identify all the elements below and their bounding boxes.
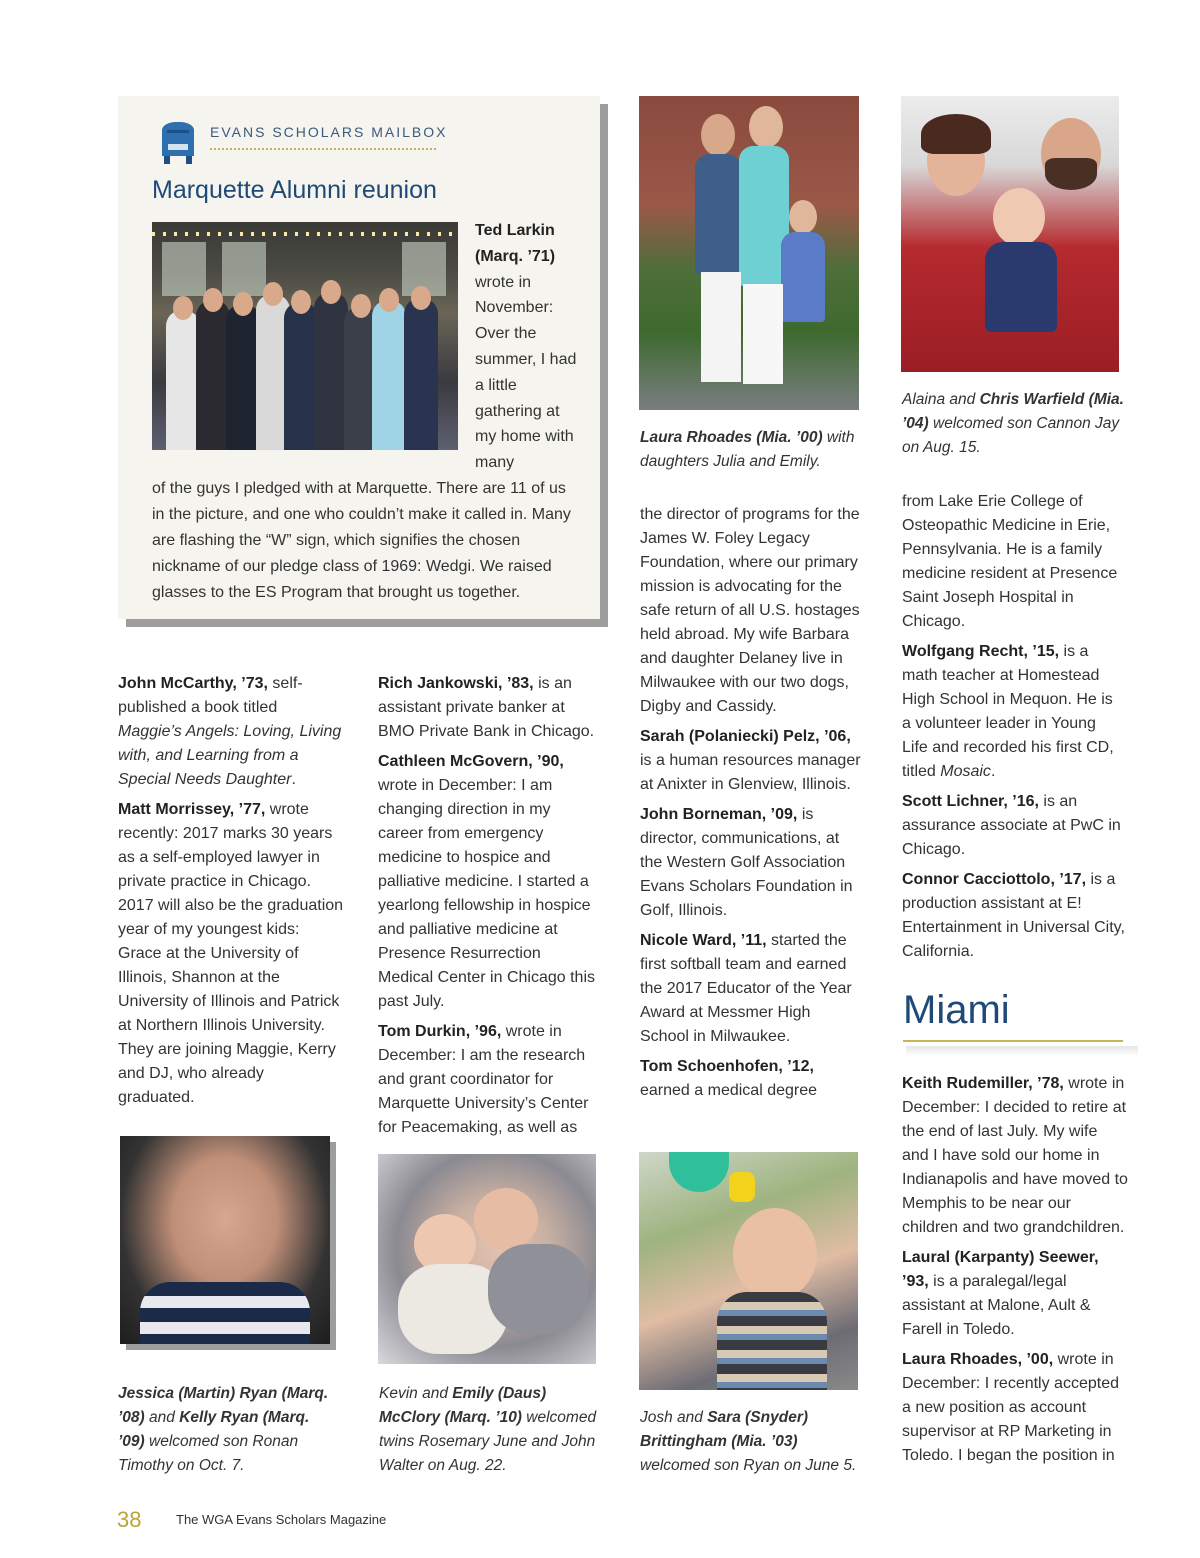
entry-text: is a production assistant at E! Entertainment in Universal City, California. [902,871,1125,960]
cd-title: Mosaic [940,763,991,780]
entry-mcgovern [378,750,598,1014]
book-title: Maggie’s Angels: Loving, Living with, and Learning from a Special Needs Daughter [118,723,342,788]
caption-brittingham-name: Sara (Snyder) Brittingham (Mia. ’03) [640,1409,809,1450]
entry-rudemiller [902,1072,1128,1240]
entry-text: from Lake Erie College of Osteopathic Medicine in Erie, Pennsylvania. He is a family medicine resident at Presence Saint Joseph Hospital in Chicago. [902,493,1118,630]
reunion-photo [152,222,458,450]
entry-name: Laural (Karpanty) Seewer, ’93, [902,1249,1099,1290]
entry-text: wrote in December: I am changing direction in my career from emergency medicine to hospice and palliative medicine. I started a yearlong fellowship in hospice and palliative medicine at Presence Resurrection Medical Center in Chicago this past July. [378,777,595,1010]
caption-rhoades [640,426,860,474]
caption-warfield-name: Chris Warfield (Mia. ’04) [902,391,1124,432]
caption-mcclory [379,1382,601,1478]
entry-text: self-published a book titled [118,675,303,716]
miami-entries [902,1072,1128,1474]
mailbox-icon [158,118,198,166]
caption-ryan [118,1382,340,1478]
entry-text: wrote in December: I decided to retire at the end of last July. My wife and I have sold our home in Indianapolis and have moved to Memphis to be near our children and two grandchildren. [902,1075,1128,1236]
mailbox-divider [210,148,436,150]
entry-text-end: . [990,763,996,780]
entry-morrissey [118,798,344,1110]
brittingham-baby-photo [639,1152,858,1390]
ryan-baby-photo [120,1136,330,1344]
entry-text: is a math teacher at Homestead High School in Mequon. He is a volunteer leader in Young Life and recorded his first CD, titled [902,643,1114,780]
column-2 [378,672,598,1146]
entry-name: Cathleen McGovern, ’90, [378,753,564,770]
caption-ryan-name1: Jessica (Martin) Ryan (Marq. ’08) [118,1385,329,1426]
entry-text: wrote in December: I recently accepted a new position as account supervisor at RP Marketing in Toledo. I began the position in [902,1351,1119,1464]
column-3 [640,503,862,1109]
section-heading-miami: Miami [903,988,1010,1032]
entry-borneman [640,803,862,923]
section-rule-shadow [906,1046,1138,1056]
entry-name: Keith Rudemiller, ’78, [902,1075,1064,1092]
caption-ryan-mid: and [144,1409,180,1426]
entry-name: Tom Durkin, ’96, [378,1023,502,1040]
entry-text: is a human resources manager at Anixter in Glenview, Illinois. [640,752,861,793]
caption-rhoades-text: with daughters Julia and Emily. [640,429,855,470]
entry-name: John McCarthy, ’73, [118,675,268,692]
page-number: 38 [117,1507,142,1532]
entry-name: Nicole Ward, ’11, [640,932,767,949]
entry-name: Connor Cacciottolo, ’17, [902,871,1087,888]
column-1 [118,672,344,1116]
entry-text: earned a medical degree [640,1082,818,1099]
entry-name: Rich Jankowski, ’83, [378,675,534,692]
caption-brittingham-text: welcomed son Ryan on June 5. [640,1457,857,1474]
entry-name: Tom Schoenhofen, ’12, [640,1058,814,1075]
entry-jankowski [378,672,598,744]
entry-name: Sarah (Polaniecki) Pelz, ’06, [640,728,851,745]
caption-ryan-name2: Kelly Ryan (Marq. ’09) [118,1409,310,1450]
entry-text: is a paralegal/legal assistant at Malone, Ault & Farell in Toledo. [902,1273,1091,1338]
mailbox-label: EVANS SCHOLARS MAILBOX [210,124,448,140]
entry-ward [640,929,862,1049]
footer-title: The WGA Evans Scholars Magazine [176,1512,387,1527]
entry-mccarthy [118,672,344,792]
caption-warfield [902,388,1126,460]
caption-warfield-pre: Alaina and [902,391,980,408]
entry-name: Scott Lichner, ’16, [902,793,1039,810]
caption-brittingham-pre: Josh and [640,1409,708,1426]
column-4 [902,490,1126,970]
entry-text: the director of programs for the James W. Foley Legacy Foundation, where our primary mission is advocating for the safe return of all U.S. hostages held abroad. My wife Barbara and daughter Delaney live in Milwaukee with our two dogs, Digby and Cassidy. [640,506,860,715]
caption-mcclory-text: welcomed twins Rosemary June and John Walter on Aug. 22. [379,1409,597,1474]
entry-text: is an assurance associate at PwC in Chicago. [902,793,1121,858]
caption-rhoades-name: Laura Rhoades (Mia. ’00) [640,429,823,446]
section-rule [903,1040,1123,1042]
mailbox-intro [475,218,585,476]
entry-name: Laura Rhoades, ’00, [902,1351,1054,1368]
entry-name: Matt Morrissey, ’77, [118,801,266,818]
mailbox-title: Marquette Alumni reunion [152,176,437,204]
mailbox-intro-text: wrote in November: Over the summer, I had a little gathering at my home with many [475,273,577,472]
caption-ryan-text: welcomed son Ronan Timothy on Oct. 7. [118,1433,299,1474]
entry-rhoades [902,1348,1128,1468]
entry-text: wrote recently: 2017 marks 30 years as a self-employed lawyer in private practice in Chicago. 2017 will also be the graduation year of my youngest kids: Grace at the University of Illinois, Shannon at the University of Illinois and Patrick at Northern Illinois University. They are joining Maggie, Kerry and DJ, who already graduated. [118,801,344,1106]
caption-warfield-text: welcomed son Cannon Jay on Aug. 15. [902,415,1120,456]
caption-mcclory-pre: Kevin and [379,1385,453,1402]
entry-text-end: . [291,771,296,788]
caption-brittingham [640,1406,862,1478]
entry-text: is director, communications, at the Western Golf Association Evans Scholars Foundation in Golf, Illinois. [640,806,853,919]
warfield-family-photo [901,96,1119,372]
entry-pelz [640,725,862,797]
caption-mcclory-name: Emily (Daus) McClory (Marq. ’10) [379,1385,547,1426]
mailbox-intro-name: Ted Larkin (Marq. ’71) [475,222,556,265]
entry-text: started the first softball team and earned the 2017 Educator of the Year Award at Messmer High School in Milwaukee. [640,932,852,1045]
entry-durkin [378,1020,598,1140]
mailbox-body: of the guys I pledged with at Marquette. There are 11 of us in the picture, and one who couldn’t make it called in. Many are flashing the “W” sign, which signifies the chosen nickname of our pledge class of 1969: Wedgi. We raised glasses to the ES Program that brought us together. [152,480,571,601]
entry-text: wrote in December: I am the research and grant coordinator for Marquette University’s Center for Peacemaking, as well as [378,1023,589,1136]
entry-name: John Borneman, ’09, [640,806,798,823]
entry-schoenhofen [640,1055,862,1103]
entry-text: is an assistant private banker at BMO Private Bank in Chicago. [378,675,595,740]
mcclory-twins-photo [378,1154,596,1364]
entry-name: Wolfgang Recht, ’15, [902,643,1060,660]
entry-recht [902,640,1126,784]
entry-seewer [902,1246,1128,1342]
entry-schoenhofen-cont [902,490,1126,634]
rhoades-family-photo [639,96,859,410]
entry-durkin-cont [640,503,862,719]
entry-lichner [902,790,1126,862]
entry-cacciottolo [902,868,1126,964]
